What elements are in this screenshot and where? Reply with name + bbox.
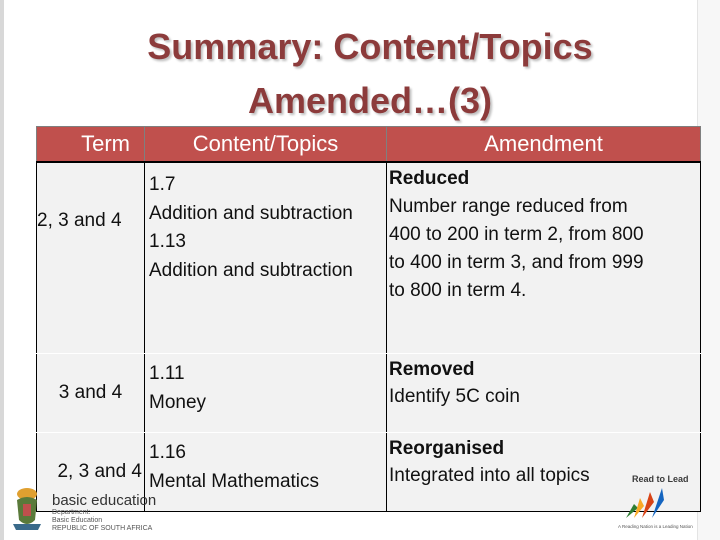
topics-cell <box>145 433 387 512</box>
slide-title <box>0 20 720 128</box>
header-content: Content/Topics <box>145 127 387 163</box>
topic-line: 1.13 <box>149 231 186 252</box>
svg-text:A Reading Nation is a Leading: A Reading Nation is a Leading Nation <box>618 524 693 529</box>
department-line: Department: <box>52 509 91 516</box>
coat-of-arms-icon <box>10 486 44 532</box>
term-cell: 3 and 4 <box>37 354 145 433</box>
topics-cell <box>145 162 387 354</box>
amendment-line: Identify 5C coin <box>389 386 520 407</box>
department-branding <box>52 492 156 533</box>
department-brand: basic education <box>52 492 157 509</box>
header-term: Term <box>37 127 145 163</box>
amendment-line: 400 to 200 in term 2, from 800 <box>389 224 644 245</box>
department-line: Basic Education <box>52 517 103 524</box>
term-cell: 2, 3 and 4 <box>37 162 145 354</box>
amendment-line: Number range reduced from <box>389 196 628 217</box>
topics-cell <box>145 354 387 433</box>
header-amendment: Amendment <box>387 127 701 163</box>
topic-line: 1.16 <box>149 442 186 463</box>
title-line-1: Summary: Content/Topics <box>147 26 593 67</box>
topic-line: Addition and subtraction <box>149 259 353 281</box>
amendment-line: to 800 in term 4. <box>389 280 527 301</box>
term-cell: 2, 3 and 4 <box>37 433 145 512</box>
table-header-row <box>37 127 701 163</box>
amendment-cell <box>387 162 701 354</box>
department-line: REPUBLIC OF SOUTH AFRICA <box>52 525 153 532</box>
svg-text:Read to Lead: Read to Lead <box>632 474 689 484</box>
amendment-line: to 400 in term 3, and from 999 <box>389 252 644 273</box>
amendment-type: Reduced <box>389 168 470 189</box>
topic-line: Addition and subtraction <box>149 202 353 224</box>
amendment-line: Integrated into all topics <box>389 465 590 486</box>
amendment-type: Reorganised <box>389 438 505 459</box>
amendment-type: Removed <box>389 359 475 380</box>
read-to-lead-logo <box>618 470 698 532</box>
topic-line: Money <box>149 391 207 413</box>
title-line-2: Amended…(3) <box>247 80 493 121</box>
table-row <box>37 162 701 354</box>
summary-table <box>36 126 701 512</box>
amendment-cell <box>387 354 701 433</box>
topic-line: 1.7 <box>149 174 176 195</box>
table-row <box>37 354 701 433</box>
topic-line: Mental Mathematics <box>149 470 320 492</box>
topic-line: 1.11 <box>149 363 185 384</box>
